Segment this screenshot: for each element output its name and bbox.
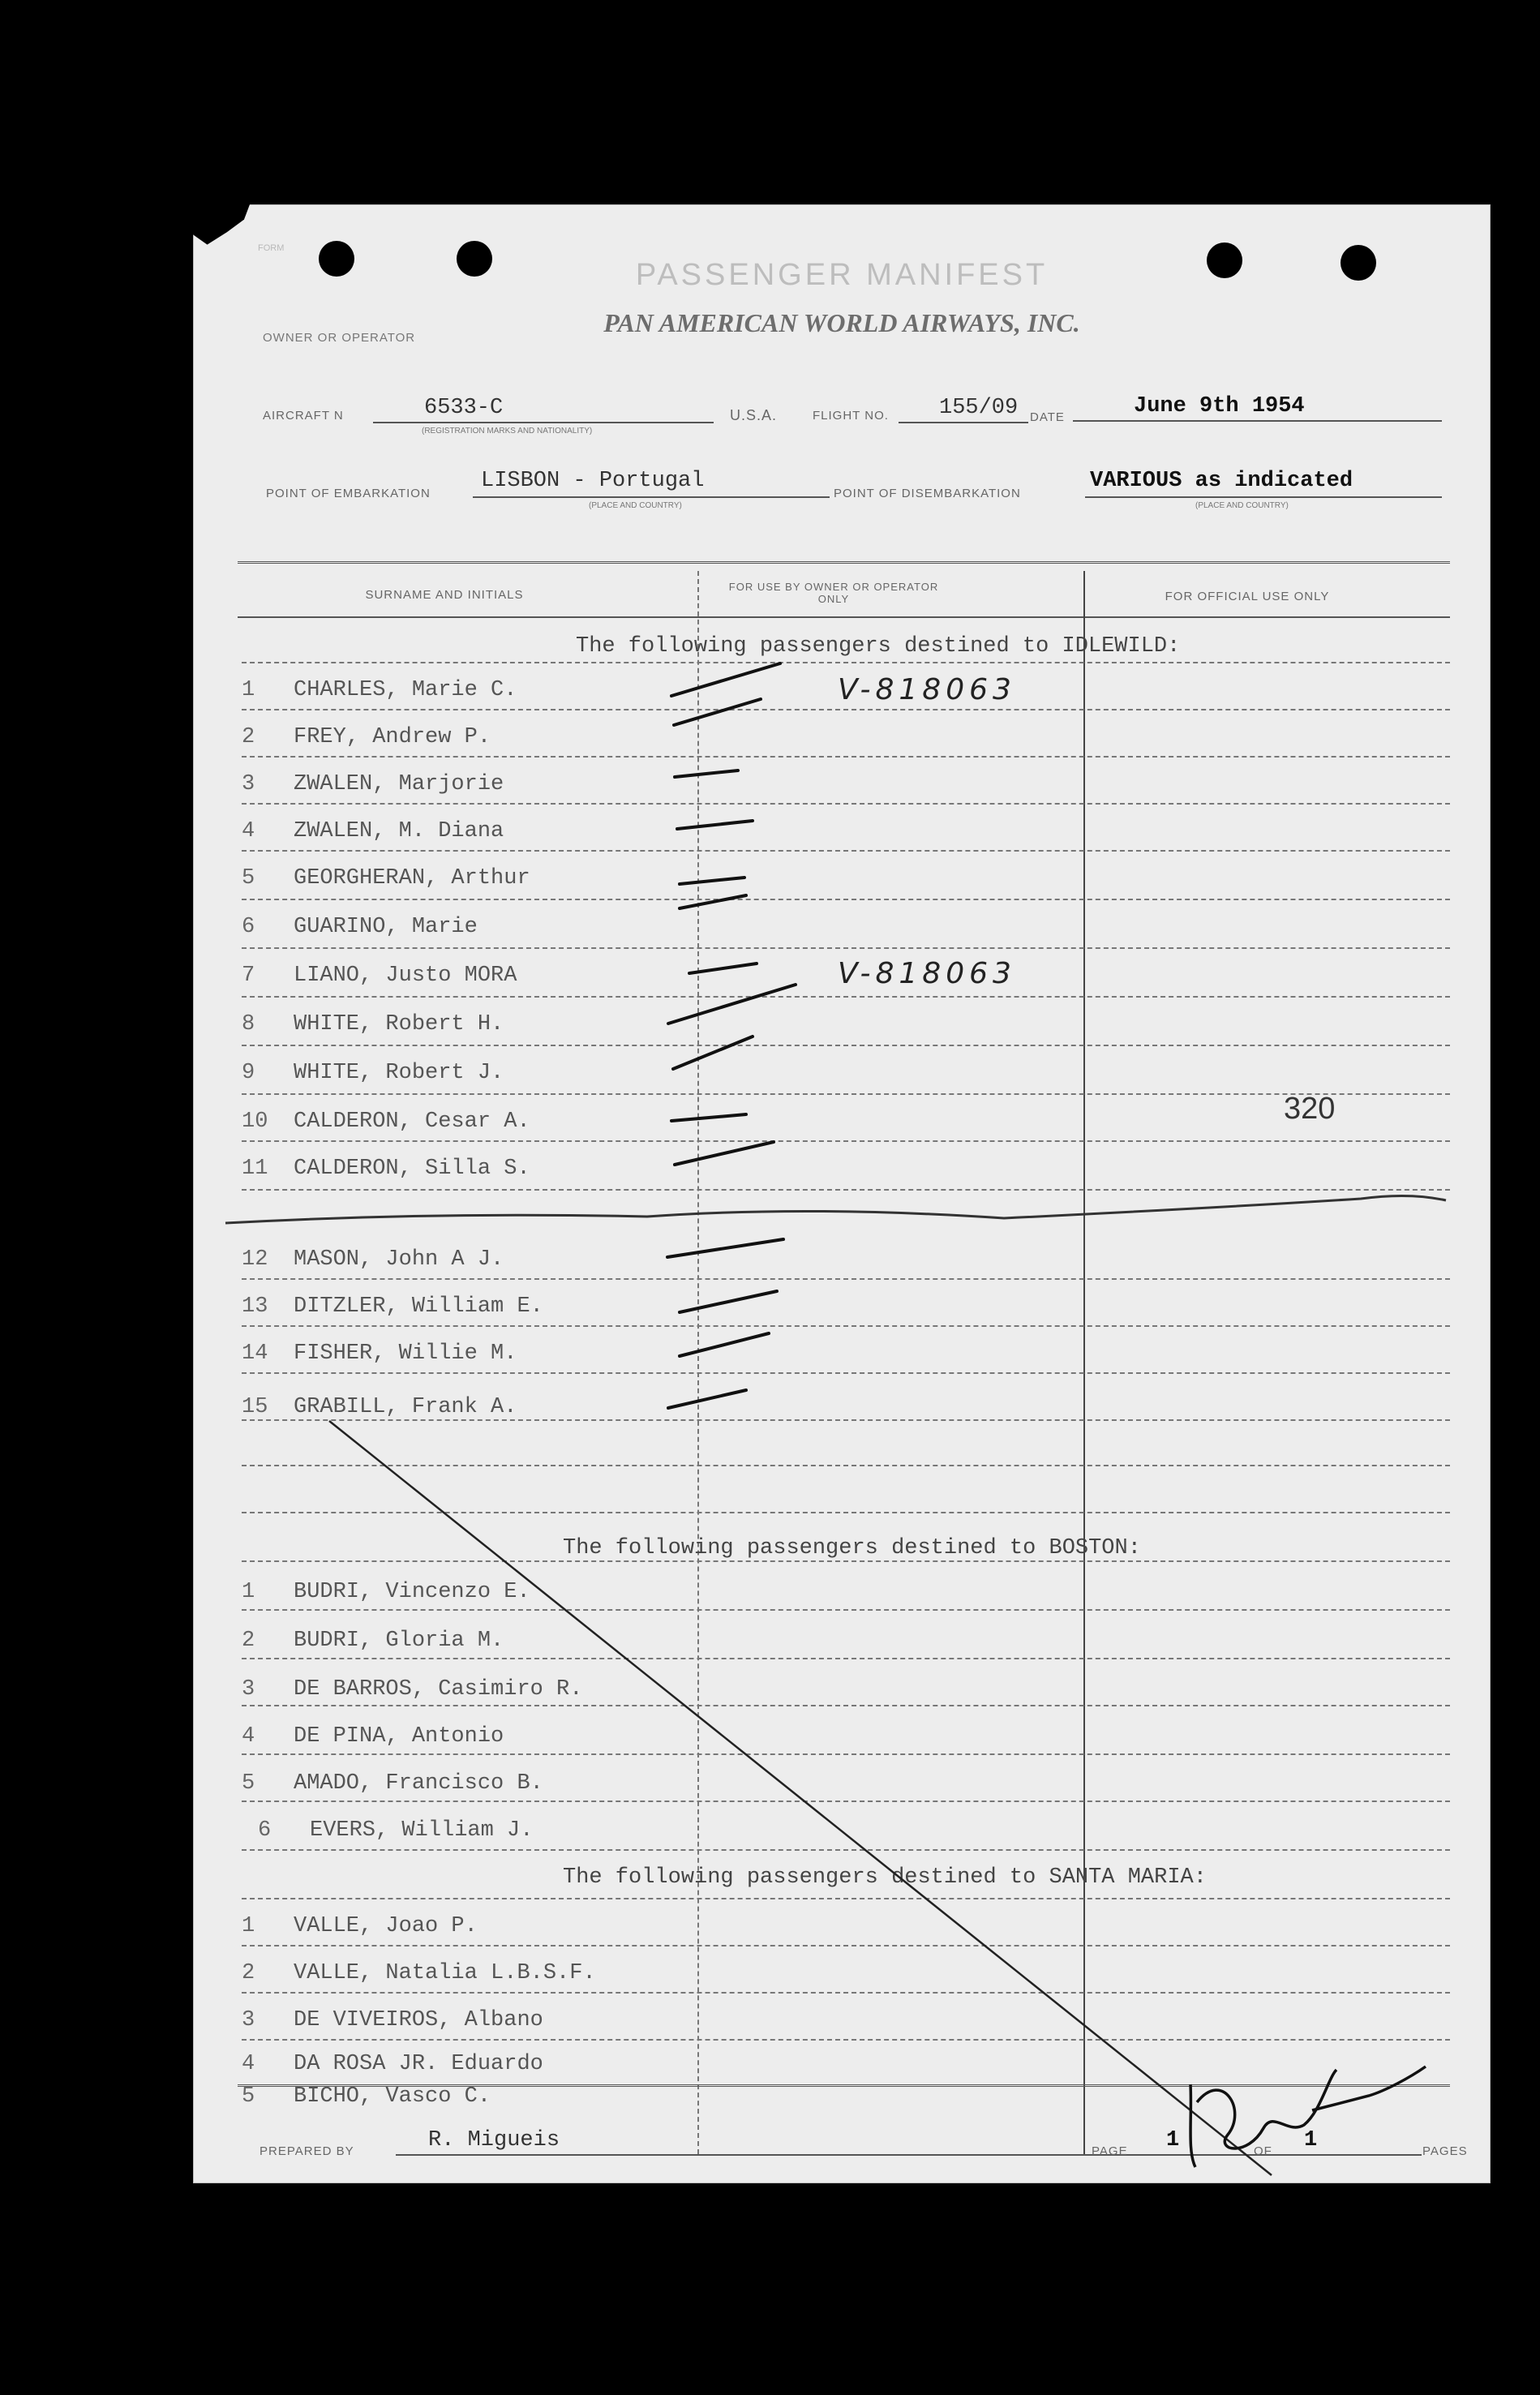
check-mark xyxy=(671,1114,746,1121)
page-title: PASSENGER MANIFEST xyxy=(635,258,1049,292)
passenger-number: 15 xyxy=(242,1395,268,1419)
passenger-number: 9 xyxy=(242,1061,255,1085)
passenger-name: LIANO, Justo MORA xyxy=(294,964,517,988)
passenger-number: 3 xyxy=(242,772,255,796)
destination-santa-maria-heading: The following passengers destined to SANTA MARIA: xyxy=(563,1865,1207,1890)
passenger-number: 2 xyxy=(242,1629,255,1653)
passenger-name: ZWALEN, Marjorie xyxy=(294,772,504,796)
check-mark xyxy=(673,1037,753,1069)
passenger-name: DE PINA, Antonio xyxy=(294,1724,504,1749)
check-mark xyxy=(675,770,738,777)
passenger-name: VALLE, Natalia L.B.S.F. xyxy=(294,1961,596,1985)
check-mark xyxy=(680,1291,777,1312)
passenger-name: GUARINO, Marie xyxy=(294,915,478,939)
passenger-number: 10 xyxy=(242,1110,268,1134)
country-label: U.S.A. xyxy=(730,407,778,423)
passenger-number: 3 xyxy=(242,1677,255,1702)
flight-value: 155/09 xyxy=(939,396,1019,420)
passenger-name: EVERS, William J. xyxy=(310,1818,534,1843)
embarkation-label: POINT OF EMBARKATION xyxy=(266,487,431,500)
passenger-name: AMADO, Francisco B. xyxy=(294,1771,543,1796)
passenger-number: 4 xyxy=(242,1724,255,1749)
passenger-name: ZWALEN, M. Diana xyxy=(294,819,504,843)
passenger-number: 6 xyxy=(242,915,255,939)
aircraft-label: AIRCRAFT N xyxy=(263,409,344,423)
passenger-name: VALLE, Joao P. xyxy=(294,1914,478,1938)
passenger-number: 4 xyxy=(242,2052,255,2076)
passenger-number: 1 xyxy=(242,678,255,702)
owner-label: OWNER OR OPERATOR xyxy=(263,331,416,345)
check-mark xyxy=(671,663,780,696)
passenger-name: BICHO, Vasco C. xyxy=(294,2084,491,2109)
passenger-name: CALDERON, Cesar A. xyxy=(294,1110,530,1134)
passenger-name: MASON, John A J. xyxy=(294,1247,504,1272)
passenger-number: 11 xyxy=(242,1157,268,1181)
check-mark xyxy=(674,699,761,725)
aircraft-value: 6533-C xyxy=(424,396,504,420)
prepared-by-value: R. Migueis xyxy=(428,2128,560,2152)
page-number: 1 xyxy=(1166,2128,1180,2152)
destination-idlewild-heading: The following passengers destined to IDLEWILD: xyxy=(576,634,1181,659)
official-mark: 320 xyxy=(1284,1092,1336,1126)
passenger-number: 3 xyxy=(242,2008,255,2032)
passenger-name: FISHER, Willie M. xyxy=(294,1341,517,1366)
check-mark xyxy=(677,821,753,829)
page-label: PAGE xyxy=(1092,2144,1128,2158)
passenger-number: 2 xyxy=(242,725,255,749)
passenger-name: WHITE, Robert H. xyxy=(294,1012,504,1037)
passenger-name: GRABILL, Frank A. xyxy=(294,1395,517,1419)
passenger-number: 14 xyxy=(242,1341,268,1366)
check-mark xyxy=(668,1390,746,1408)
wavy-separator xyxy=(225,1195,1446,1223)
embarkation-sub: (PLACE AND COUNTRY) xyxy=(589,501,682,510)
date-label: DATE xyxy=(1030,410,1065,424)
check-mark xyxy=(680,895,746,908)
passenger-name: DA ROSA JR. Eduardo xyxy=(294,2052,543,2076)
handwriting-overlay xyxy=(193,204,1491,2183)
passenger-name: DE VIVEIROS, Albano xyxy=(294,2008,543,2032)
passenger-number: 13 xyxy=(242,1294,268,1319)
flight-label: FLIGHT NO. xyxy=(813,409,889,423)
passenger-number: 6 xyxy=(258,1818,272,1843)
passenger-number: 1 xyxy=(242,1914,255,1938)
pages-label: PAGES xyxy=(1422,2144,1468,2158)
passenger-number: 2 xyxy=(242,1961,255,1985)
destination-boston-heading: The following passengers destined to BOSTON: xyxy=(563,1536,1141,1560)
passenger-name: DITZLER, William E. xyxy=(294,1294,543,1319)
diagonal-strike xyxy=(329,1421,1272,2175)
check-mark xyxy=(668,985,796,1024)
operator-name: PAN AMERICAN WORLD AIRWAYS, INC. xyxy=(603,308,1080,337)
of-label: OF xyxy=(1254,2144,1272,2158)
passenger-name: WHITE, Robert J. xyxy=(294,1061,504,1085)
owner-use-header: FOR USE BY OWNER OR OPERATOR ONLY xyxy=(728,581,939,605)
signature xyxy=(1190,2067,1426,2167)
check-mark xyxy=(689,964,757,973)
disembarkation-value: VARIOUS as indicated xyxy=(1090,469,1353,493)
prepared-by-label: PREPARED BY xyxy=(260,2144,354,2158)
date-value: June 9th 1954 xyxy=(1134,394,1305,418)
visa-note: V-818063 xyxy=(838,957,1016,990)
passenger-number: 1 xyxy=(242,1580,255,1604)
passenger-name: BUDRI, Vincenzo E. xyxy=(294,1580,530,1604)
manifest-page xyxy=(193,204,1491,2183)
check-mark xyxy=(675,1142,774,1165)
visa-note: V-818063 xyxy=(838,673,1016,706)
passenger-number: 5 xyxy=(242,866,255,891)
surname-header: SURNAME AND INITIALS xyxy=(365,588,524,602)
official-use-header: FOR OFFICIAL USE ONLY xyxy=(1165,590,1330,603)
passenger-number: 5 xyxy=(242,1771,255,1796)
passenger-name: CHARLES, Marie C. xyxy=(294,678,517,702)
disembarkation-sub: (PLACE AND COUNTRY) xyxy=(1195,501,1289,510)
passenger-number: 7 xyxy=(242,964,255,988)
check-mark xyxy=(680,1333,769,1356)
passenger-number: 12 xyxy=(242,1247,268,1272)
passenger-name: CALDERON, Silla S. xyxy=(294,1157,530,1181)
passenger-number: 4 xyxy=(242,819,255,843)
disembarkation-label: POINT OF DISEMBARKATION xyxy=(834,487,1021,500)
aircraft-sub: (REGISTRATION MARKS AND NATIONALITY) xyxy=(422,427,593,436)
check-mark xyxy=(680,878,744,884)
passenger-name: GEORGHERAN, Arthur xyxy=(294,866,530,891)
passenger-name: DE BARROS, Casimiro R. xyxy=(294,1677,583,1702)
embarkation-value: LISBON - Portugal xyxy=(481,469,705,493)
page-total: 1 xyxy=(1304,2128,1318,2152)
form-stamp: FORM xyxy=(258,243,285,253)
passenger-name: BUDRI, Gloria M. xyxy=(294,1629,504,1653)
passenger-name: FREY, Andrew P. xyxy=(294,725,491,749)
check-mark xyxy=(667,1239,783,1257)
passenger-number: 8 xyxy=(242,1012,255,1037)
passenger-number: 5 xyxy=(242,2084,255,2109)
